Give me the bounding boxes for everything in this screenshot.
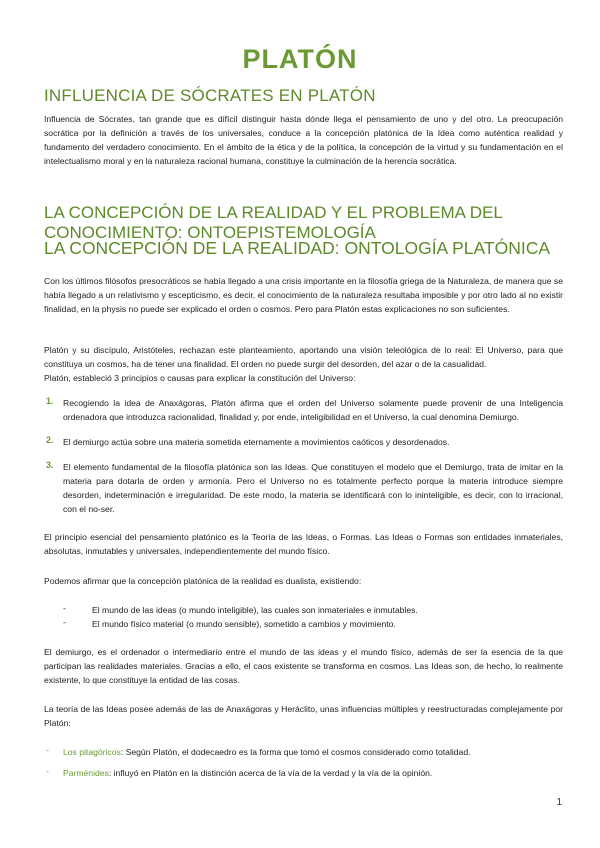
paragraph-teoria-ideas: El principio esencial del pensamiento platónico es la Teoría de las Ideas, o Formas. Las Ideas o Formas son entidades inmateriales, absolutas, inmutables y universales, independientemente del mundo físico.: [44, 532, 563, 556]
paragraph-socrates: Influencia de Sócrates, tan grande que es difícil distinguir hasta dónde llega el pensamiento de uno y del otro. La preocupación socrática por la definición a través de los universales, conduce a la concepción platónica de la Idea como auténtica realidad y fundamento del verdadero conocimiento. En el ámbito de la ética y de la política, la concepción de la virtud y su fundamentación en el intelectualismo moral y en la naturaleza racional humana, constituye la culminación de la herencia socrática.: [44, 114, 563, 166]
influence-parmenides: [63, 766, 563, 780]
subsection-heading-ontologia: LA CONCEPCIÓN DE LA REALIDAD: ONTOLOGÍA PLATÓNICA: [44, 238, 551, 258]
paragraph-teleologia: Platón y su discípulo, Aristóteles, rechazan este planteamiento, aportando una visión teleológica de lo real: El Universo, para que constituya un cosmos, ha de tener una finalidad. El orden no puede surgir del desorden, del azar o de la casualidad.: [44, 345, 563, 369]
influence-text: : influyó en Platón en la distinción acerca de la vía de la verdad y la vía de la opinión.: [108, 768, 433, 778]
paragraph-presocraticos: Con los últimos filósofos presocráticos se había llegado a una crisis importante en la filosofía griega de la Naturaleza, de manera que se había llegado a un relativismo y escepticismo, es decir, el conocimiento de la naturaleza resultaba imposible y por otro lado al no existir finalidad, en la physis no puede ser explicado el orden o cosmos. Pero para Platón estas explicaciones no son suficientes.: [44, 276, 563, 314]
section-heading-socrates: INFLUENCIA DE SÓCRATES EN PLATÓN: [44, 86, 376, 105]
influence-pitagoricos: [63, 745, 563, 759]
influence-label: Parménides: [63, 768, 109, 778]
page-number: 1: [556, 797, 562, 808]
paragraph-dualista: Podemos afirmar que la concepción platónica de la realidad es dualista, existiendo:: [44, 576, 362, 586]
list-number-2: 2.: [46, 435, 54, 445]
page-title: PLATÓN: [242, 44, 358, 74]
paragraph-influencias: La teoría de las Ideas posee además de las de Anaxágoras y Heráclito, unas influencias múltiples y reestructuradas complejamente por Platón:: [44, 704, 563, 728]
list-number-1: 1.: [46, 396, 54, 406]
list-item-1: Recogiendo la idea de Anaxágoras, Platón afirma que el orden del Universo solamente puede provenir de una Inteligencia ordenadora que introduzca racionalidad, finalidad y, por ende, inteligibilidad en el Universo, la cual denomina Demiurgo.: [63, 398, 563, 422]
list-item-3: El elemento fundamental de la filosofía platónica son las Ideas. Que constituyen el modelo que el Demiurgo, trata de imitar en la materia para dotarla de orden y armonía. Pero el Universo no es totalmente perfecto porque la materia introduce siempre desorden, indeterminación e irregularidad. De este modo, la materia se identificará con lo ininteligible, es decir, con lo irracional, con el no-ser.: [63, 462, 563, 514]
bullet-dash: -: [46, 766, 49, 776]
dual-item-sensible: El mundo físico material (o mundo sensible), sometido a cambios y movimiento.: [92, 619, 396, 629]
list-number-3: 3.: [46, 460, 54, 470]
influence-label: Los pitagóricos: [63, 747, 121, 757]
bullet-dash: -: [46, 745, 49, 755]
influence-text: : Según Platón, el dodecaedro es la forma que tomó el cosmos considerado como totalidad.: [120, 747, 471, 757]
dual-item-inteligible: El mundo de las ideas (o mundo inteligible), las cuales son inmateriales e inmutables.: [92, 605, 418, 615]
bullet-dash: -: [63, 617, 66, 627]
paragraph-demiurgo: El demiurgo, es el ordenador o intermediario entre el mundo de las ideas y el mundo físico, además de ser la esencia de la que participan las realidades materiales. Gracias a ello, el caos existente se transforma en cosmos. Las Ideas son, de hecho, lo realmente existente, lo que constituye la entidad de las cosas.: [44, 647, 563, 685]
section-heading-ontoepistemologia: LA CONCEPCIÓN DE LA REALIDAD Y EL PROBLEMA DEL CONOCIMIENTO: ONTOEPISTEMOLOGÍA: [44, 203, 503, 242]
paragraph-tres-principios: Platón, estableció 3 principios o causas para explicar la constitución del Universo:: [44, 373, 356, 383]
list-item-2: El demiurgo actúa sobre una materia sometida eternamente a movimientos caóticos y desordenados.: [63, 437, 450, 447]
bullet-dash: -: [63, 603, 66, 613]
